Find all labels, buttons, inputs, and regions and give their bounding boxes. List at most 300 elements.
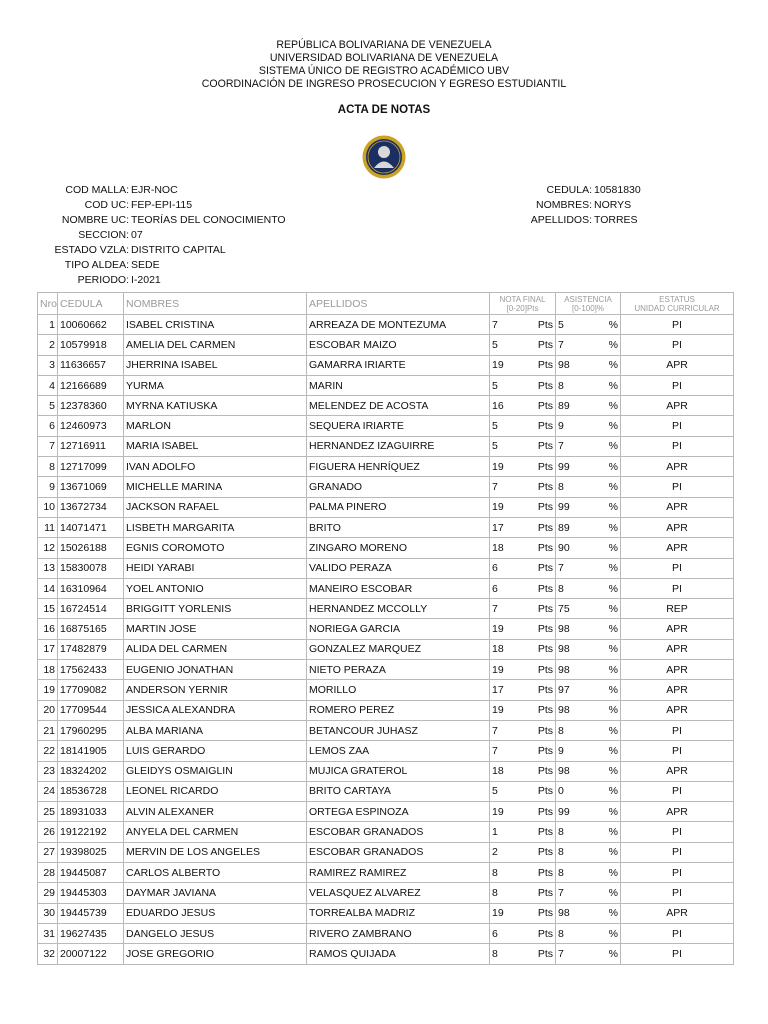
cell-pts-unit: Pts <box>528 517 556 537</box>
cell-nombres: CARLOS ALBERTO <box>124 863 307 883</box>
cell-cedula: 18324202 <box>58 761 124 781</box>
cell-pts-unit: Pts <box>528 680 556 700</box>
cell-pts-unit: Pts <box>528 497 556 517</box>
cell-apellidos: MARIN <box>307 375 490 395</box>
cell-pct-unit: % <box>600 497 621 517</box>
cell-nota: 5 <box>490 436 528 456</box>
cell-nombres: BRIGGITT YORLENIS <box>124 599 307 619</box>
cell-nro: 27 <box>38 842 58 862</box>
cell-nombres: MARIA ISABEL <box>124 436 307 456</box>
teacher-info <box>480 183 641 228</box>
cell-pts-unit: Pts <box>528 903 556 923</box>
cell-nombres: GLEIDYS OSMAIGLIN <box>124 761 307 781</box>
cell-pts-unit: Pts <box>528 355 556 375</box>
cell-pct-unit: % <box>600 923 621 943</box>
cell-asistencia: 98 <box>556 903 600 923</box>
cell-estatus: PI <box>621 781 734 801</box>
info-row <box>480 183 641 198</box>
cell-estatus: APR <box>621 903 734 923</box>
cell-cedula: 19627435 <box>58 923 124 943</box>
cell-pts-unit: Pts <box>528 578 556 598</box>
cell-pct-unit: % <box>600 944 621 964</box>
cell-nombres: ALIDA DEL CARMEN <box>124 639 307 659</box>
grades-table <box>37 292 734 965</box>
cell-asistencia: 8 <box>556 842 600 862</box>
col-header-apellidos: APELLIDOS <box>307 293 490 315</box>
cell-pct-unit: % <box>600 619 621 639</box>
cell-pct-unit: % <box>600 700 621 720</box>
cell-nro: 5 <box>38 396 58 416</box>
cell-nota: 17 <box>490 517 528 537</box>
cell-apellidos: ARREAZA DE MONTEZUMA <box>307 315 490 335</box>
cell-nro: 8 <box>38 457 58 477</box>
cell-apellidos: ESCOBAR GRANADOS <box>307 822 490 842</box>
cell-pct-unit: % <box>600 517 621 537</box>
cell-estatus: APR <box>621 538 734 558</box>
cell-nota: 5 <box>490 375 528 395</box>
cell-nota: 19 <box>490 903 528 923</box>
cell-asistencia: 9 <box>556 416 600 436</box>
col-header-cedula: CEDULA <box>58 293 124 315</box>
cell-estatus: PI <box>621 416 734 436</box>
cell-nro: 18 <box>38 660 58 680</box>
cell-estatus: APR <box>621 660 734 680</box>
cell-apellidos: SEQUERA IRIARTE <box>307 416 490 436</box>
cell-asistencia: 0 <box>556 781 600 801</box>
cell-nombres: ALBA MARIANA <box>124 720 307 740</box>
cell-nro: 9 <box>38 477 58 497</box>
cell-asistencia: 8 <box>556 720 600 740</box>
cell-pct-unit: % <box>600 599 621 619</box>
cell-pts-unit: Pts <box>528 396 556 416</box>
cell-asistencia: 7 <box>556 558 600 578</box>
university-seal-icon <box>362 135 406 179</box>
cell-pts-unit: Pts <box>528 457 556 477</box>
cell-estatus: PI <box>621 578 734 598</box>
cell-pct-unit: % <box>600 538 621 558</box>
table-row <box>38 944 734 964</box>
cell-nro: 2 <box>38 335 58 355</box>
cell-pts-unit: Pts <box>528 863 556 883</box>
cell-nombres: HEIDI YARABI <box>124 558 307 578</box>
table-row <box>38 355 734 375</box>
cell-nro: 17 <box>38 639 58 659</box>
table-row <box>38 599 734 619</box>
info-row <box>40 213 286 228</box>
table-row <box>38 660 734 680</box>
info-label: NOMBRE UC: <box>61 214 129 226</box>
cell-nro: 21 <box>38 720 58 740</box>
info-row <box>40 183 286 198</box>
cell-nro: 6 <box>38 416 58 436</box>
cell-pts-unit: Pts <box>528 802 556 822</box>
cell-apellidos: ESCOBAR MAIZO <box>307 335 490 355</box>
col-header-nota-final: NOTA FINAL [0-20]Pts <box>490 293 556 315</box>
cell-estatus: APR <box>621 517 734 537</box>
cell-pct-unit: % <box>600 802 621 822</box>
cell-asistencia: 8 <box>556 477 600 497</box>
cell-nro: 10 <box>38 497 58 517</box>
cell-estatus: PI <box>621 944 734 964</box>
cell-pts-unit: Pts <box>528 477 556 497</box>
cell-asistencia: 8 <box>556 822 600 842</box>
cell-asistencia: 8 <box>556 923 600 943</box>
cell-estatus: PI <box>621 558 734 578</box>
info-value: 10581830 <box>594 184 641 196</box>
table-row <box>38 903 734 923</box>
cell-cedula: 17482879 <box>58 639 124 659</box>
cell-nota: 8 <box>490 863 528 883</box>
info-row <box>40 228 286 243</box>
table-row <box>38 639 734 659</box>
cell-nombres: YOEL ANTONIO <box>124 578 307 598</box>
info-label: PERIODO: <box>77 274 129 286</box>
cell-nro: 12 <box>38 538 58 558</box>
cell-pct-unit: % <box>600 335 621 355</box>
cell-nro: 23 <box>38 761 58 781</box>
cell-cedula: 17709544 <box>58 700 124 720</box>
cell-asistencia: 7 <box>556 944 600 964</box>
cell-apellidos: VALIDO PERAZA <box>307 558 490 578</box>
cell-apellidos: BRITO CARTAYA <box>307 781 490 801</box>
info-label: SECCION: <box>78 229 129 241</box>
cell-pct-unit: % <box>600 741 621 761</box>
cell-nota: 7 <box>490 599 528 619</box>
cell-nota: 16 <box>490 396 528 416</box>
cell-nota: 5 <box>490 416 528 436</box>
cell-apellidos: BETANCOUR JUHASZ <box>307 720 490 740</box>
cell-pts-unit: Pts <box>528 720 556 740</box>
institution-header <box>0 39 768 91</box>
cell-pct-unit: % <box>600 396 621 416</box>
course-info <box>40 183 286 288</box>
cell-asistencia: 9 <box>556 741 600 761</box>
cell-cedula: 12716911 <box>58 436 124 456</box>
info-value: SEDE <box>131 259 160 271</box>
cell-nombres: MYRNA KATIUSKA <box>124 396 307 416</box>
cell-asistencia: 8 <box>556 578 600 598</box>
cell-nro: 3 <box>38 355 58 375</box>
cell-estatus: APR <box>621 700 734 720</box>
cell-nombres: ANDERSON YERNIR <box>124 680 307 700</box>
table-row <box>38 761 734 781</box>
cell-nota: 19 <box>490 457 528 477</box>
cell-pct-unit: % <box>600 863 621 883</box>
cell-asistencia: 8 <box>556 863 600 883</box>
cell-nombres: MERVIN DE LOS ANGELES <box>124 842 307 862</box>
cell-nro: 15 <box>38 599 58 619</box>
table-row <box>38 375 734 395</box>
cell-asistencia: 98 <box>556 355 600 375</box>
table-row <box>38 477 734 497</box>
info-label: ESTADO VZLA: <box>54 244 129 256</box>
cell-asistencia: 98 <box>556 619 600 639</box>
cell-cedula: 12460973 <box>58 416 124 436</box>
cell-apellidos: TORREALBA MADRIZ <box>307 903 490 923</box>
cell-estatus: PI <box>621 883 734 903</box>
table-row <box>38 619 734 639</box>
cell-cedula: 15830078 <box>58 558 124 578</box>
cell-cedula: 10579918 <box>58 335 124 355</box>
cell-estatus: APR <box>621 355 734 375</box>
cell-estatus: PI <box>621 863 734 883</box>
table-row <box>38 802 734 822</box>
cell-pct-unit: % <box>600 660 621 680</box>
cell-asistencia: 98 <box>556 660 600 680</box>
cell-estatus: PI <box>621 436 734 456</box>
cell-apellidos: MELENDEZ DE ACOSTA <box>307 396 490 416</box>
cell-apellidos: GRANADO <box>307 477 490 497</box>
cell-asistencia: 97 <box>556 680 600 700</box>
table-row <box>38 842 734 862</box>
cell-pts-unit: Pts <box>528 375 556 395</box>
cell-nota: 6 <box>490 558 528 578</box>
cell-cedula: 13672734 <box>58 497 124 517</box>
cell-pts-unit: Pts <box>528 335 556 355</box>
cell-nota: 18 <box>490 538 528 558</box>
cell-estatus: PI <box>621 315 734 335</box>
cell-nro: 22 <box>38 741 58 761</box>
cell-pct-unit: % <box>600 436 621 456</box>
table-row <box>38 863 734 883</box>
cell-apellidos: BRITO <box>307 517 490 537</box>
cell-nota: 19 <box>490 355 528 375</box>
cell-nombres: JESSICA ALEXANDRA <box>124 700 307 720</box>
table-row <box>38 781 734 801</box>
cell-asistencia: 99 <box>556 802 600 822</box>
cell-asistencia: 89 <box>556 396 600 416</box>
cell-pct-unit: % <box>600 355 621 375</box>
cell-pts-unit: Pts <box>528 700 556 720</box>
cell-apellidos: MUJICA GRATEROL <box>307 761 490 781</box>
cell-pts-unit: Pts <box>528 923 556 943</box>
cell-cedula: 19445739 <box>58 903 124 923</box>
cell-pts-unit: Pts <box>528 741 556 761</box>
cell-nota: 2 <box>490 842 528 862</box>
cell-pct-unit: % <box>600 416 621 436</box>
cell-nombres: IVAN ADOLFO <box>124 457 307 477</box>
cell-nro: 7 <box>38 436 58 456</box>
cell-estatus: PI <box>621 335 734 355</box>
document-title: ACTA DE NOTAS <box>337 104 431 116</box>
cell-asistencia: 8 <box>556 375 600 395</box>
cell-pts-unit: Pts <box>528 944 556 964</box>
cell-apellidos: GONZALEZ MARQUEZ <box>307 639 490 659</box>
cell-nombres: JOSE GREGORIO <box>124 944 307 964</box>
cell-nombres: EDUARDO JESUS <box>124 903 307 923</box>
cell-nota: 19 <box>490 802 528 822</box>
cell-pct-unit: % <box>600 720 621 740</box>
info-label: COD MALLA: <box>65 184 129 196</box>
cell-nro: 29 <box>38 883 58 903</box>
info-row <box>40 198 286 213</box>
cell-cedula: 13671069 <box>58 477 124 497</box>
cell-cedula: 15026188 <box>58 538 124 558</box>
table-row <box>38 416 734 436</box>
cell-pct-unit: % <box>600 903 621 923</box>
table-row <box>38 396 734 416</box>
cell-estatus: APR <box>621 457 734 477</box>
cell-nota: 5 <box>490 335 528 355</box>
cell-asistencia: 98 <box>556 761 600 781</box>
cell-apellidos: ZINGARO MORENO <box>307 538 490 558</box>
cell-cedula: 16875165 <box>58 619 124 639</box>
cell-pct-unit: % <box>600 842 621 862</box>
cell-estatus: PI <box>621 842 734 862</box>
cell-estatus: APR <box>621 619 734 639</box>
cell-nombres: ALVIN ALEXANER <box>124 802 307 822</box>
cell-nombres: JHERRINA ISABEL <box>124 355 307 375</box>
cell-nro: 28 <box>38 863 58 883</box>
info-row <box>40 273 286 288</box>
info-value: EJR-NOC <box>131 184 178 196</box>
cell-pct-unit: % <box>600 822 621 842</box>
cell-nro: 13 <box>38 558 58 578</box>
cell-cedula: 17960295 <box>58 720 124 740</box>
cell-nombres: MARTIN JOSE <box>124 619 307 639</box>
cell-pts-unit: Pts <box>528 538 556 558</box>
cell-estatus: PI <box>621 375 734 395</box>
cell-nro: 4 <box>38 375 58 395</box>
table-row <box>38 315 734 335</box>
cell-pct-unit: % <box>600 558 621 578</box>
cell-nro: 31 <box>38 923 58 943</box>
header-line-system: SISTEMA ÚNICO DE REGISTRO ACADÉMICO UBV <box>258 65 510 77</box>
cell-nota: 19 <box>490 497 528 517</box>
cell-cedula: 19122192 <box>58 822 124 842</box>
cell-pct-unit: % <box>600 315 621 335</box>
info-row <box>40 258 286 273</box>
cell-pct-unit: % <box>600 761 621 781</box>
info-value: NORYS <box>594 199 632 211</box>
table-row <box>38 497 734 517</box>
info-label: CEDULA: <box>546 184 592 196</box>
info-value: FEP-EPI-115 <box>131 199 193 211</box>
cell-apellidos: NIETO PERAZA <box>307 660 490 680</box>
cell-cedula: 16724514 <box>58 599 124 619</box>
cell-nombres: MICHELLE MARINA <box>124 477 307 497</box>
table-row <box>38 538 734 558</box>
cell-nota: 8 <box>490 944 528 964</box>
cell-apellidos: ESCOBAR GRANADOS <box>307 842 490 862</box>
info-value: 07 <box>131 229 143 241</box>
cell-nombres: DANGELO JESUS <box>124 923 307 943</box>
col-header-estatus: ESTATUS UNIDAD CURRICULAR <box>621 293 734 315</box>
cell-cedula: 17562433 <box>58 660 124 680</box>
cell-pts-unit: Pts <box>528 436 556 456</box>
cell-asistencia: 90 <box>556 538 600 558</box>
cell-cedula: 12717099 <box>58 457 124 477</box>
table-row <box>38 680 734 700</box>
cell-nota: 7 <box>490 720 528 740</box>
cell-nro: 30 <box>38 903 58 923</box>
cell-apellidos: ORTEGA ESPINOZA <box>307 802 490 822</box>
cell-nota: 6 <box>490 578 528 598</box>
cell-nota: 8 <box>490 883 528 903</box>
cell-asistencia: 98 <box>556 700 600 720</box>
cell-asistencia: 5 <box>556 315 600 335</box>
cell-estatus: APR <box>621 497 734 517</box>
cell-nro: 20 <box>38 700 58 720</box>
cell-apellidos: NORIEGA GARCIA <box>307 619 490 639</box>
cell-nombres: LISBETH MARGARITA <box>124 517 307 537</box>
cell-asistencia: 99 <box>556 457 600 477</box>
info-value: TEORÍAS DEL CONOCIMIENTO <box>131 214 286 226</box>
info-label: APELLIDOS: <box>530 214 592 226</box>
cell-cedula: 11636657 <box>58 355 124 375</box>
col-header-nro: Nro <box>38 293 58 315</box>
cell-nombres: YURMA <box>124 375 307 395</box>
cell-nota: 19 <box>490 619 528 639</box>
cell-pts-unit: Pts <box>528 781 556 801</box>
cell-apellidos: FIGUERA HENRÍQUEZ <box>307 457 490 477</box>
cell-estatus: APR <box>621 639 734 659</box>
cell-asistencia: 89 <box>556 517 600 537</box>
cell-nombres: JACKSON RAFAEL <box>124 497 307 517</box>
cell-asistencia: 98 <box>556 639 600 659</box>
cell-pct-unit: % <box>600 639 621 659</box>
cell-nro: 25 <box>38 802 58 822</box>
cell-pct-unit: % <box>600 457 621 477</box>
cell-estatus: PI <box>621 822 734 842</box>
cell-nombres: DAYMAR JAVIANA <box>124 883 307 903</box>
cell-asistencia: 7 <box>556 335 600 355</box>
col-header-asistencia: ASISTENCIA [0-100]% <box>556 293 621 315</box>
cell-estatus: REP <box>621 599 734 619</box>
cell-apellidos: LEMOS ZAA <box>307 741 490 761</box>
cell-nota: 7 <box>490 741 528 761</box>
cell-nro: 1 <box>38 315 58 335</box>
cell-pts-unit: Pts <box>528 599 556 619</box>
info-label: NOMBRES: <box>535 199 592 211</box>
info-label: TIPO ALDEA: <box>64 259 129 271</box>
cell-nota: 19 <box>490 700 528 720</box>
table-row <box>38 578 734 598</box>
cell-cedula: 19398025 <box>58 842 124 862</box>
cell-nombres: ISABEL CRISTINA <box>124 315 307 335</box>
table-row <box>38 335 734 355</box>
header-line-university: UNIVERSIDAD BOLIVARIANA DE VENEZUELA <box>269 52 499 64</box>
cell-pts-unit: Pts <box>528 558 556 578</box>
info-label: COD UC: <box>84 199 129 211</box>
table-header-row <box>38 293 734 315</box>
table-row <box>38 720 734 740</box>
table-row <box>38 822 734 842</box>
cell-asistencia: 99 <box>556 497 600 517</box>
cell-apellidos: ROMERO PEREZ <box>307 700 490 720</box>
cell-nota: 19 <box>490 660 528 680</box>
cell-cedula: 12166689 <box>58 375 124 395</box>
cell-nro: 19 <box>38 680 58 700</box>
cell-cedula: 18536728 <box>58 781 124 801</box>
cell-estatus: APR <box>621 396 734 416</box>
cell-estatus: PI <box>621 923 734 943</box>
table-row <box>38 741 734 761</box>
cell-apellidos: VELASQUEZ ALVAREZ <box>307 883 490 903</box>
cell-apellidos: PALMA PINERO <box>307 497 490 517</box>
cell-pct-unit: % <box>600 375 621 395</box>
cell-nombres: AMELIA DEL CARMEN <box>124 335 307 355</box>
cell-estatus: PI <box>621 720 734 740</box>
cell-cedula: 18141905 <box>58 741 124 761</box>
header-line-coordination: COORDINACIÓN DE INGRESO PROSECUCION Y EGRESO ESTUDIANTIL <box>201 78 567 90</box>
info-value: I-2021 <box>131 274 161 286</box>
table-row <box>38 517 734 537</box>
cell-estatus: PI <box>621 741 734 761</box>
info-row <box>40 243 286 258</box>
cell-nota: 17 <box>490 680 528 700</box>
cell-pts-unit: Pts <box>528 619 556 639</box>
